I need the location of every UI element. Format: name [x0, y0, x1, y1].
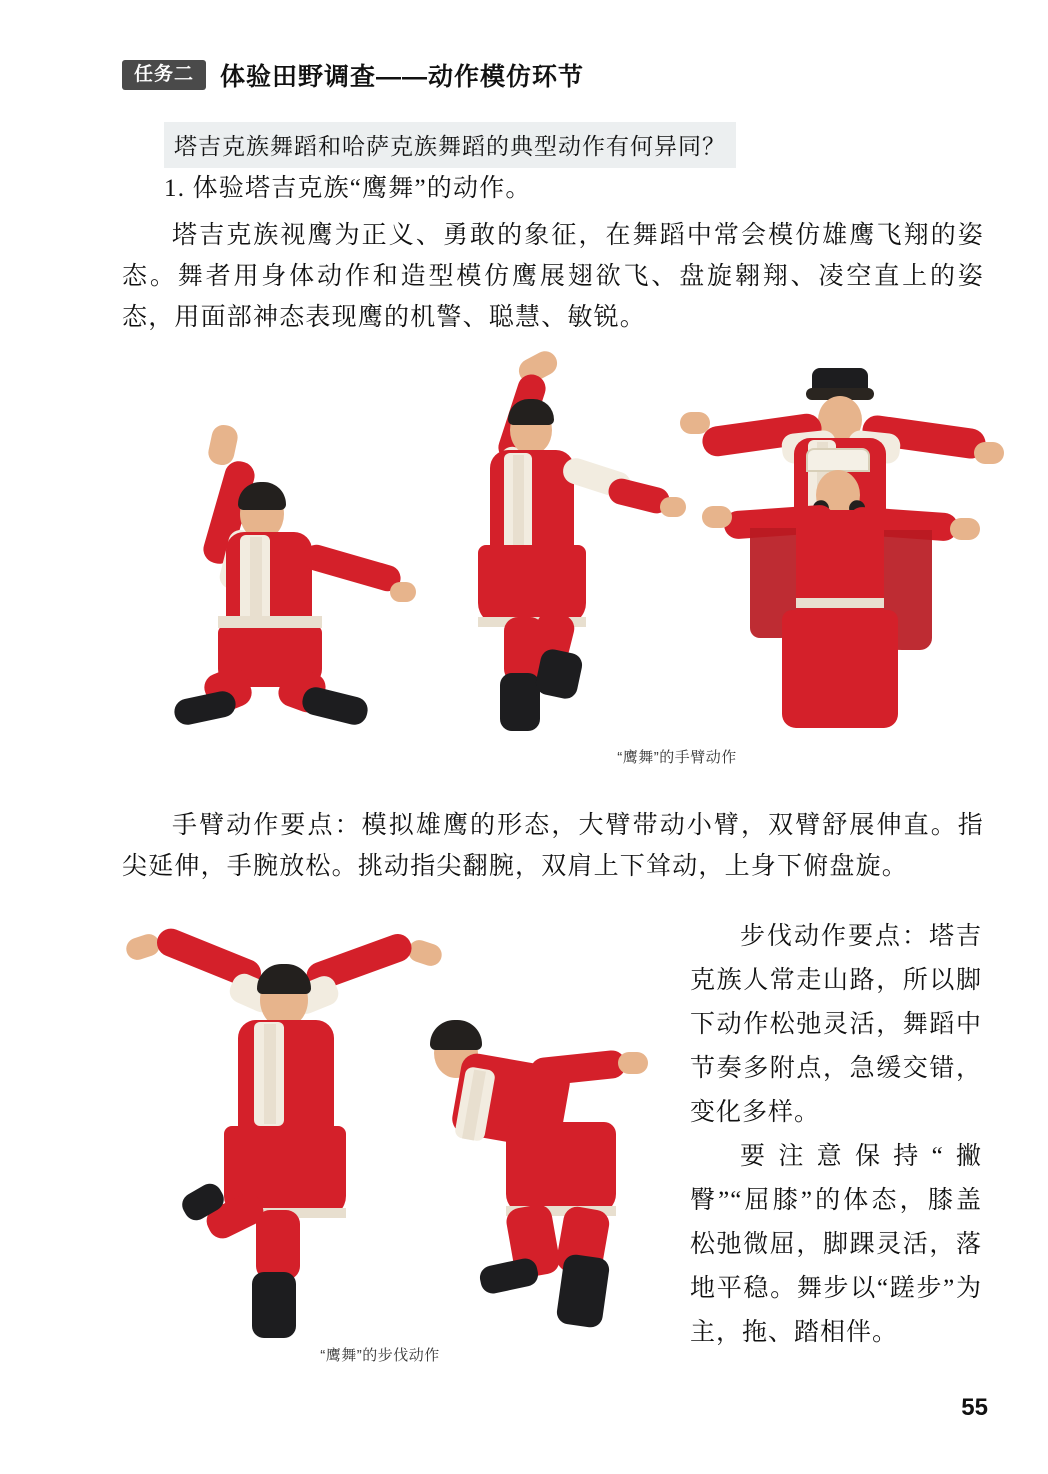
dancer-figure-a [162, 370, 412, 740]
page-title: 体验田野调查——动作模仿环节 [220, 63, 585, 91]
page-number: 55 [961, 1394, 988, 1421]
dancer-figure-b [412, 355, 682, 740]
paragraph-eagle-intro: 塔吉克族视鹰为正义、勇敢的象征，在舞蹈中常会模仿雄鹰飞翔的姿态。舞者用身体动作和造型模仿鹰展翅欲飞、盘旋翱翔、凌空直上的姿态，用面部神态表现鹰的机警、聪慧、敏锐。 [122, 222, 984, 331]
list-item-experience: 1. 体验塔吉克族“鹰舞”的动作。 [164, 175, 532, 202]
dancer-figure-e [410, 1010, 660, 1340]
paragraph-posture-note: 要注意保持“撇臀”“屈膝”的体态，膝盖松弛微屈，脚踝灵活，落地平稳。舞步以“蹉步”为主，拖、踏相伴。 [690, 1143, 982, 1346]
task-header [122, 57, 584, 93]
dancer-figure-c [662, 360, 1002, 740]
dancer-figure-d [120, 920, 450, 1340]
question-highlight: 塔吉克族舞蹈和哈萨克族舞蹈的典型动作有何异同？ [164, 122, 736, 168]
side-column [690, 915, 982, 1355]
paragraph-step-points: 步伐动作要点：塔吉克族人常走山路，所以脚下动作松弛灵活，舞蹈中节奏多附点，急缓交错，变化多样。 [690, 923, 982, 1126]
task-badge: 任务二 [122, 60, 206, 90]
figure-arm-caption: “鹰舞”的手臂动作 [617, 749, 737, 766]
figure-arm-movements [122, 355, 1002, 767]
figure-step-movements [110, 905, 650, 1365]
paragraph-arm-points: 手臂动作要点：模拟雄鹰的形态，大臂带动小臂，双臂舒展伸直。指尖延伸，手腕放松。挑动指尖翻腕，双肩上下耸动，上身下俯盘旋。 [122, 812, 984, 880]
figure-arm-photos [122, 355, 1002, 740]
figure-step-photos [110, 905, 650, 1340]
figure-step-caption: “鹰舞”的步伐动作 [320, 1347, 440, 1364]
